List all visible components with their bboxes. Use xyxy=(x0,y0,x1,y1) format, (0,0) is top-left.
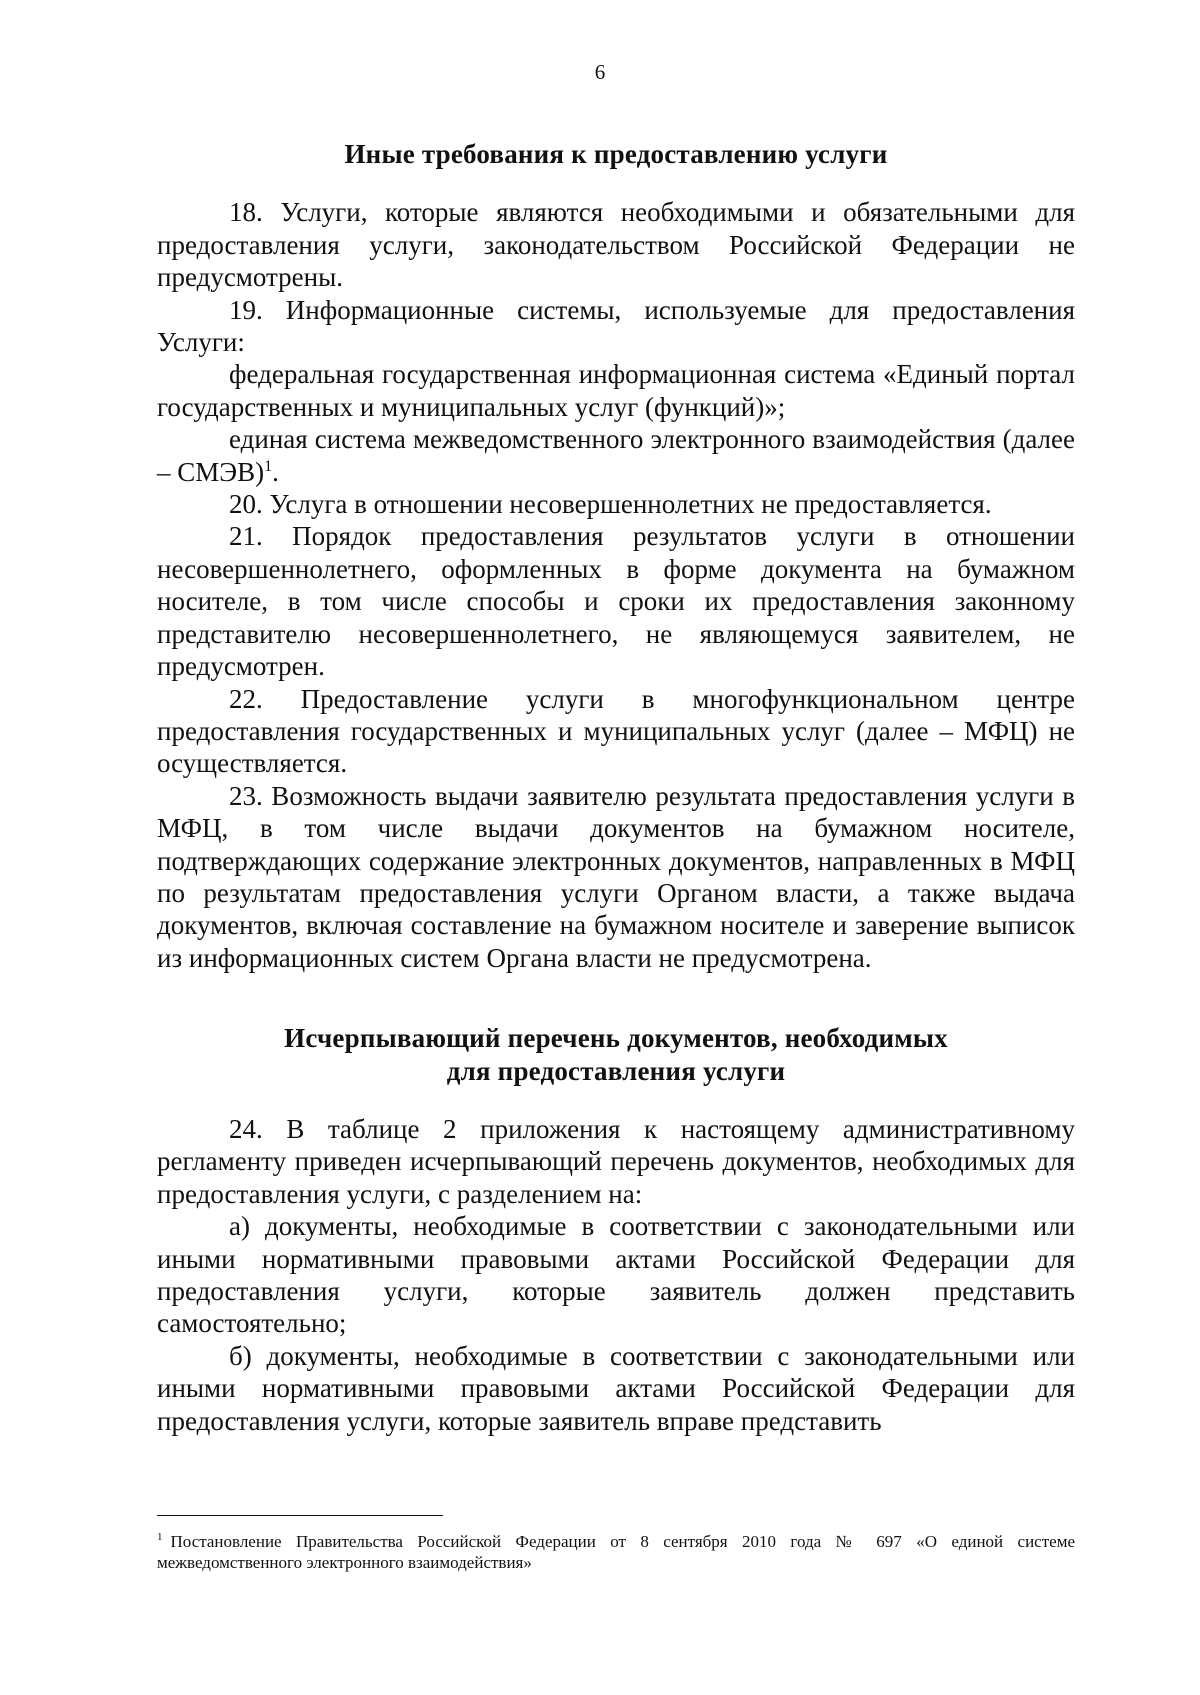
smev-tail: . xyxy=(272,456,279,487)
page-number: 6 xyxy=(594,60,606,84)
paragraph-24: 24. В таблице 2 приложения к настоящему административному регламенту приведен исчерпывающий перечень документов, необходимых для предоставления услуги, с разделением на: xyxy=(157,1113,1075,1209)
spacer xyxy=(157,170,1075,196)
paragraph-24-b: б) документы, необходимые в соответствии с законодательными или иными нормативными правовыми актами Российской Федерации для предоставления услуги, которые заявитель вправе представить xyxy=(157,1340,1075,1436)
paragraph-20: 20. Услуга в отношении несовершеннолетних не предоставляется. xyxy=(229,489,992,520)
document-body xyxy=(157,138,1075,1437)
paragraph-23: 23. Возможность выдачи заявителю результата предоставления услуги в МФЦ, в том числе выдачи документов на бумажном носителе, подтверждающих содержание электронных документов, направленных в МФЦ по результатам предоставления услуги Органом власти, а также выдача документов, включая составление на бумажном носителе и заверение выписок из информационных систем Органа власти не предусмотрена. xyxy=(157,780,1075,973)
paragraph-24-a: а) документы, необходимые в соответствии с законодательными или иными нормативными правовыми актами Российской Федерации для предоставления услуги, которые заявитель должен представить самостоятельно; xyxy=(157,1211,1075,1339)
section-heading-documents-list xyxy=(157,1022,1075,1087)
footnote-text: Постановление Правительства Российской Федерации от 8 сентября 2010 года № 697 «О единой системе межведомственного электронного взаимодействия» xyxy=(157,1532,1075,1572)
paragraph-19-epgu: федеральная государственная информационная система «Единый портал государственных и муниципальных услуг (функций)»; xyxy=(157,359,1075,422)
paragraph-21: 21. Порядок предоставления результатов услуги в отношении несовершеннолетнего, оформленных в форме документа на бумажном носителе, в том числе способы и сроки их предоставления законному представителю несовершеннолетнего, не являющемуся заявителем, не предусмотрен. xyxy=(157,521,1075,682)
paragraph-22: 22. Предоставление услуги в многофункциональном центре предоставления государственных и муниципальных услуг (далее – МФЦ) не осуществляется. xyxy=(157,683,1075,779)
footnote-reference: 1 xyxy=(264,457,273,475)
paragraph-18: 18. Услуги, которые являются необходимыми и обязательными для предоставления услуги, законодательством Российской Федерации не предусмотрены. xyxy=(157,197,1075,293)
footnote-mark: 1 xyxy=(157,1531,163,1544)
section-heading-other-requirements: Иные требования к предоставлению услуги xyxy=(344,139,888,169)
smev-text: единая система межведомственного электронного взаимодействия (далее – СМЭВ) xyxy=(157,424,1075,487)
footnote xyxy=(157,1531,1075,1573)
paragraph-19-smev xyxy=(157,423,1075,488)
footnote-separator xyxy=(157,1515,443,1516)
spacer xyxy=(157,974,1075,1022)
paragraph-19: 19. Информационные системы, используемые для предоставления Услуги: xyxy=(157,294,1075,358)
spacer xyxy=(157,1087,1075,1113)
heading-line-1: Исчерпывающий перечень документов, необходимых xyxy=(284,1023,948,1054)
heading-line-2: для предоставления услуги xyxy=(446,1055,786,1086)
